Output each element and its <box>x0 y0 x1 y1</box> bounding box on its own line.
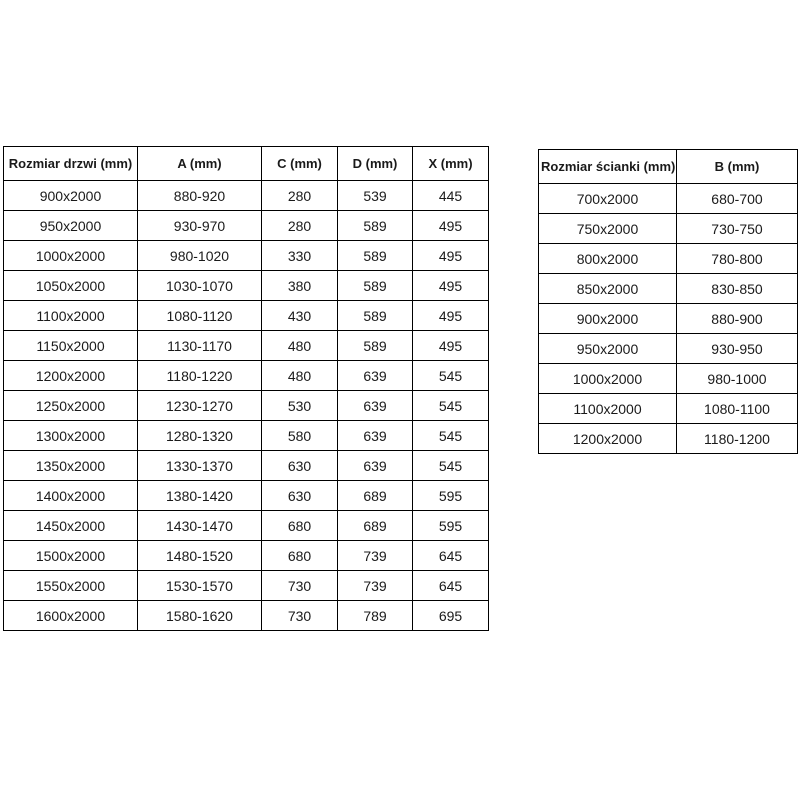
table-row <box>4 571 489 601</box>
table-row <box>4 481 489 511</box>
table-cell: 630 <box>262 481 338 511</box>
table-row <box>4 601 489 631</box>
table-cell: 1350x2000 <box>4 451 138 481</box>
table-row <box>4 541 489 571</box>
table-cell: 1280-1320 <box>138 421 262 451</box>
table-cell: 730 <box>262 571 338 601</box>
table-cell: 950x2000 <box>539 334 677 364</box>
table-cell: 1080-1120 <box>138 301 262 331</box>
table-cell: 430 <box>262 301 338 331</box>
table-cell: 639 <box>338 421 413 451</box>
table-cell: 595 <box>413 481 489 511</box>
table-row <box>539 364 798 394</box>
table-row <box>4 361 489 391</box>
table-cell: 1000x2000 <box>4 241 138 271</box>
table-cell: 1100x2000 <box>539 394 677 424</box>
table-cell: 595 <box>413 511 489 541</box>
table-row <box>4 421 489 451</box>
table-cell: 1250x2000 <box>4 391 138 421</box>
table-cell: 800x2000 <box>539 244 677 274</box>
header-row <box>539 150 798 184</box>
table-cell: 589 <box>338 241 413 271</box>
table-row <box>539 394 798 424</box>
table-cell: 880-900 <box>677 304 798 334</box>
wall-panel-sizes-table <box>538 149 798 454</box>
table-cell: 900x2000 <box>539 304 677 334</box>
table-cell: 680 <box>262 541 338 571</box>
table-cell: 495 <box>413 241 489 271</box>
table-cell: 680 <box>262 511 338 541</box>
table-row <box>4 211 489 241</box>
table-cell: 280 <box>262 181 338 211</box>
table-cell: 1530-1570 <box>138 571 262 601</box>
door-sizes-table <box>3 146 489 631</box>
table-cell: 750x2000 <box>539 214 677 244</box>
table-row <box>4 301 489 331</box>
table-cell: 639 <box>338 451 413 481</box>
table-cell: 900x2000 <box>4 181 138 211</box>
table-cell: 1500x2000 <box>4 541 138 571</box>
table-cell: 589 <box>338 211 413 241</box>
table-cell: 1230-1270 <box>138 391 262 421</box>
table-row <box>4 331 489 361</box>
table-row <box>539 214 798 244</box>
table-cell: 930-970 <box>138 211 262 241</box>
table-cell: 280 <box>262 211 338 241</box>
table-cell: 1380-1420 <box>138 481 262 511</box>
table-cell: 689 <box>338 481 413 511</box>
table-cell: 589 <box>338 271 413 301</box>
table-cell: 495 <box>413 211 489 241</box>
table-row <box>4 451 489 481</box>
table-cell: 1480-1520 <box>138 541 262 571</box>
table-cell: 1000x2000 <box>539 364 677 394</box>
table-cell: 1030-1070 <box>138 271 262 301</box>
column-header: A (mm) <box>138 147 262 181</box>
table-cell: 495 <box>413 301 489 331</box>
table-cell: 645 <box>413 571 489 601</box>
table-cell: 830-850 <box>677 274 798 304</box>
table-row <box>4 391 489 421</box>
column-header: Rozmiar drzwi (mm) <box>4 147 138 181</box>
table-cell: 1130-1170 <box>138 331 262 361</box>
table-cell: 739 <box>338 571 413 601</box>
table-cell: 639 <box>338 361 413 391</box>
table-row <box>539 244 798 274</box>
table-cell: 680-700 <box>677 184 798 214</box>
table-cell: 1550x2000 <box>4 571 138 601</box>
table-cell: 539 <box>338 181 413 211</box>
table-row <box>4 511 489 541</box>
table-cell: 1180-1200 <box>677 424 798 454</box>
table-cell: 530 <box>262 391 338 421</box>
table-cell: 1200x2000 <box>539 424 677 454</box>
table-cell: 1150x2000 <box>4 331 138 361</box>
column-header: D (mm) <box>338 147 413 181</box>
table-cell: 545 <box>413 451 489 481</box>
table-cell: 689 <box>338 511 413 541</box>
table-cell: 639 <box>338 391 413 421</box>
table-cell: 880-920 <box>138 181 262 211</box>
table-cell: 695 <box>413 601 489 631</box>
table-cell: 1430-1470 <box>138 511 262 541</box>
column-header: C (mm) <box>262 147 338 181</box>
table-cell: 850x2000 <box>539 274 677 304</box>
table-row <box>539 334 798 364</box>
table-cell: 1300x2000 <box>4 421 138 451</box>
table-row <box>4 181 489 211</box>
table-cell: 950x2000 <box>4 211 138 241</box>
table-cell: 1080-1100 <box>677 394 798 424</box>
table-cell: 545 <box>413 421 489 451</box>
table-cell: 589 <box>338 331 413 361</box>
column-header: Rozmiar ścianki (mm) <box>539 150 677 184</box>
table-cell: 1200x2000 <box>4 361 138 391</box>
table-cell: 1400x2000 <box>4 481 138 511</box>
table-cell: 930-950 <box>677 334 798 364</box>
table-cell: 380 <box>262 271 338 301</box>
table-cell: 495 <box>413 271 489 301</box>
table-cell: 480 <box>262 331 338 361</box>
table-cell: 330 <box>262 241 338 271</box>
column-header: B (mm) <box>677 150 798 184</box>
table-cell: 589 <box>338 301 413 331</box>
table-cell: 1100x2000 <box>4 301 138 331</box>
table-cell: 1450x2000 <box>4 511 138 541</box>
header-row <box>4 147 489 181</box>
table-cell: 580 <box>262 421 338 451</box>
table-cell: 1330-1370 <box>138 451 262 481</box>
table-cell: 1180-1220 <box>138 361 262 391</box>
table-cell: 1600x2000 <box>4 601 138 631</box>
table-row <box>539 184 798 214</box>
table-cell: 789 <box>338 601 413 631</box>
table-cell: 630 <box>262 451 338 481</box>
table-cell: 545 <box>413 361 489 391</box>
table-cell: 980-1020 <box>138 241 262 271</box>
table-row <box>4 241 489 271</box>
table-cell: 1580-1620 <box>138 601 262 631</box>
table-cell: 495 <box>413 331 489 361</box>
table-row <box>539 424 798 454</box>
table-cell: 1050x2000 <box>4 271 138 301</box>
table-cell: 730 <box>262 601 338 631</box>
table-cell: 739 <box>338 541 413 571</box>
table-row <box>539 304 798 334</box>
table-row <box>4 271 489 301</box>
table-cell: 730-750 <box>677 214 798 244</box>
table-cell: 545 <box>413 391 489 421</box>
table-row <box>539 274 798 304</box>
table-cell: 480 <box>262 361 338 391</box>
table-cell: 780-800 <box>677 244 798 274</box>
table-cell: 645 <box>413 541 489 571</box>
column-header: X (mm) <box>413 147 489 181</box>
table-cell: 700x2000 <box>539 184 677 214</box>
table-cell: 445 <box>413 181 489 211</box>
table-cell: 980-1000 <box>677 364 798 394</box>
